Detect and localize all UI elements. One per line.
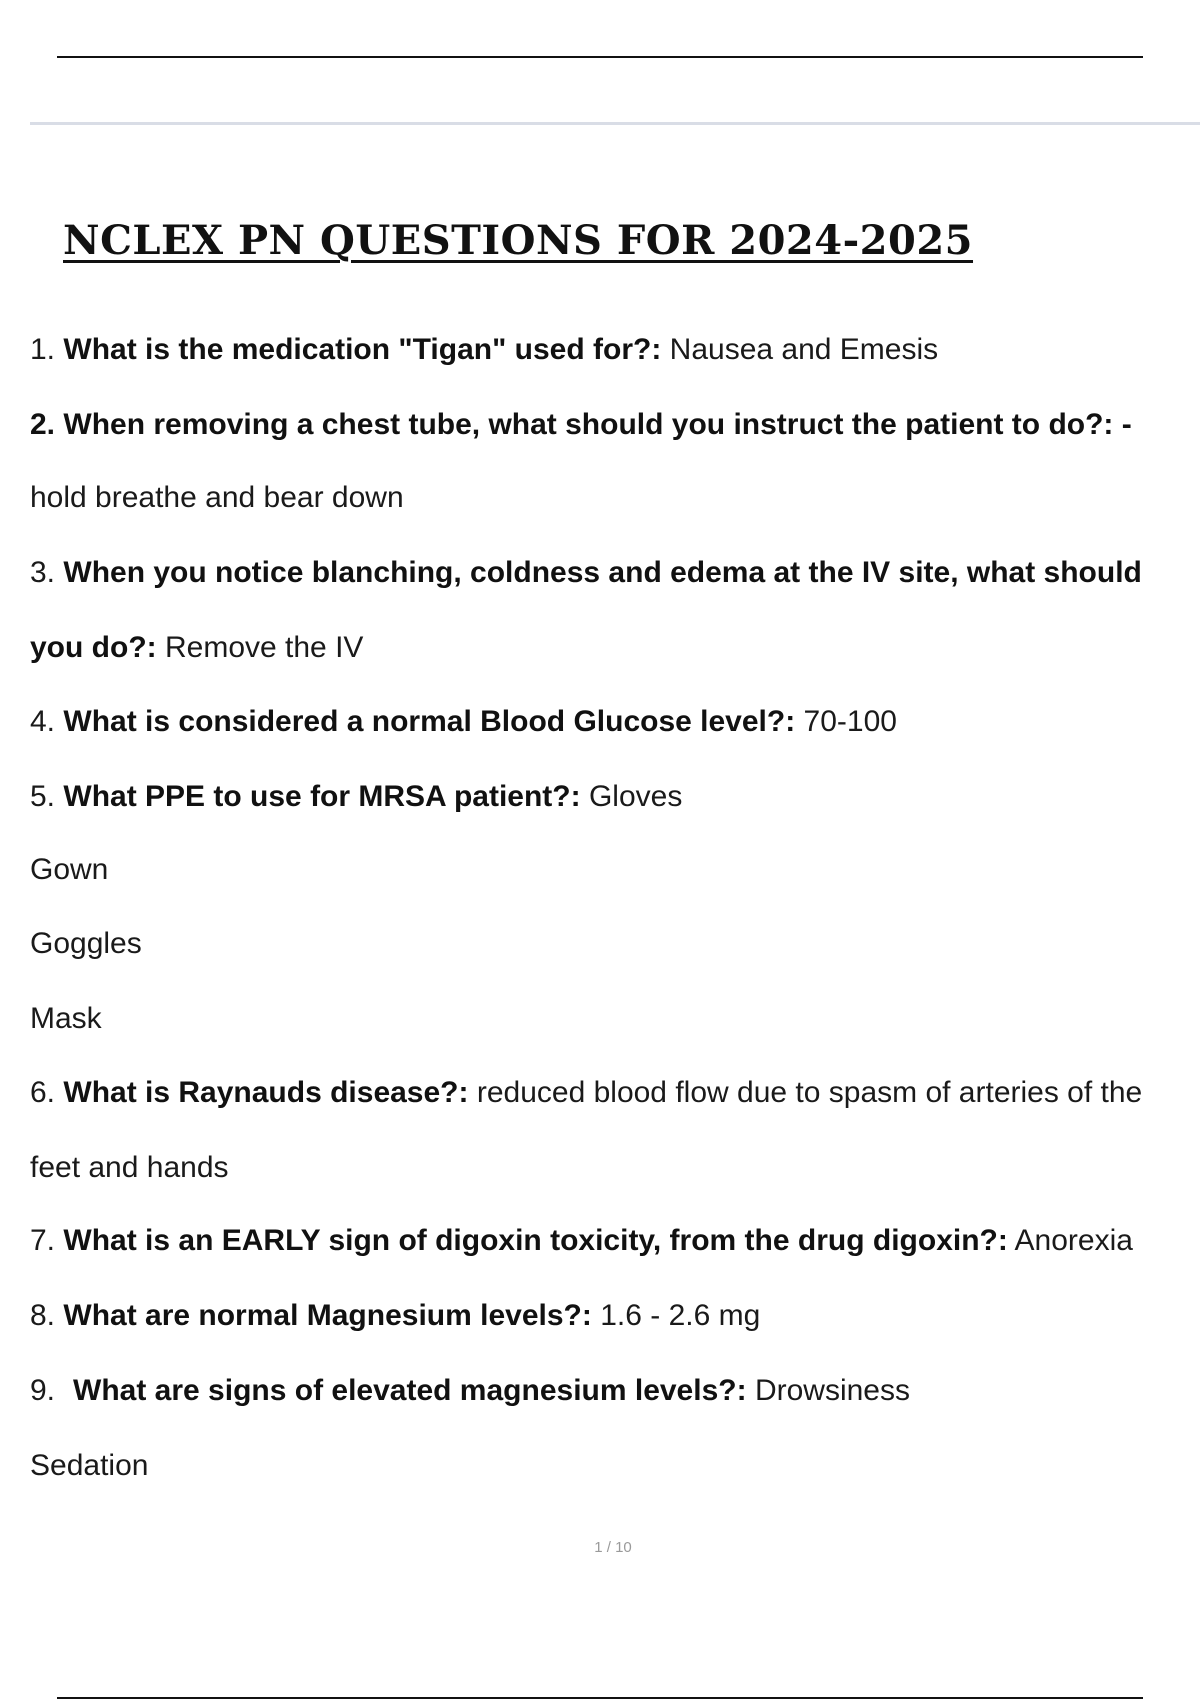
answer-line xyxy=(30,1148,229,1188)
item-number: 9. xyxy=(30,1374,56,1407)
answer-line xyxy=(30,478,404,518)
item-number: 1. xyxy=(30,333,56,366)
item-number: 5. xyxy=(30,780,56,813)
question-item-4 xyxy=(30,702,897,742)
answer-line xyxy=(30,999,102,1039)
question-item-1 xyxy=(30,330,938,370)
answer-text: reduced blood flow due to spasm of arteries of the xyxy=(476,1076,1143,1109)
question-text: When you notice blanching, coldness and edema at the IV site, what should xyxy=(63,556,1142,589)
answer-text: Goggles xyxy=(30,927,142,960)
header-divider xyxy=(30,122,1200,125)
question-item-2 xyxy=(30,405,1132,445)
answer-text: hold breathe and bear down xyxy=(30,481,404,514)
question-item-7 xyxy=(30,1221,1133,1261)
question-item-5 xyxy=(30,777,682,817)
answer-text: 70-100 xyxy=(803,705,897,738)
question-text: you do?: xyxy=(30,631,157,664)
question-text: What is Raynauds disease?: xyxy=(63,1076,469,1109)
answer-text: Gown xyxy=(30,853,109,886)
question-text: When removing a chest tube, what should you instruct the patient to do?: - xyxy=(63,408,1132,441)
answer-text: Anorexia xyxy=(1014,1224,1133,1257)
item-number: 8. xyxy=(30,1299,56,1332)
page-indicator: 1 / 10 xyxy=(594,1539,632,1556)
bottom-rule xyxy=(57,1697,1143,1699)
answer-text: Gloves xyxy=(588,780,683,813)
answer-text: Mask xyxy=(30,1002,102,1035)
question-text: What is considered a normal Blood Glucose level?: xyxy=(63,705,796,738)
question-continuation xyxy=(30,628,363,668)
question-item-6 xyxy=(30,1073,1142,1113)
question-item-9 xyxy=(30,1371,910,1411)
answer-line xyxy=(30,850,108,890)
item-number: 2. xyxy=(30,408,56,441)
question-item-8 xyxy=(30,1296,760,1336)
document-title: NCLEX PN QUESTIONS FOR 2024-2025 xyxy=(63,217,974,264)
question-text: What is the medication "Tigan" used for?: xyxy=(63,333,662,366)
item-number: 7. xyxy=(30,1224,56,1257)
question-text: What PPE to use for MRSA patient?: xyxy=(63,780,581,813)
answer-line xyxy=(30,1446,148,1486)
answer-text: feet and hands xyxy=(30,1151,229,1184)
answer-text: Nausea and Emesis xyxy=(669,333,939,366)
answer-line xyxy=(30,924,142,964)
item-number: 3. xyxy=(30,556,56,589)
item-number: 6. xyxy=(30,1076,56,1109)
answer-text: Sedation xyxy=(30,1449,149,1482)
top-rule xyxy=(57,56,1143,58)
answer-text: 1.6 - 2.6 mg xyxy=(600,1299,761,1332)
question-text: What is an EARLY sign of digoxin toxicity, from the drug digoxin?: xyxy=(63,1224,1008,1257)
question-item-3 xyxy=(30,553,1142,593)
question-text: What are normal Magnesium levels?: xyxy=(63,1299,592,1332)
answer-text: Drowsiness xyxy=(754,1374,910,1407)
answer-text: Remove the IV xyxy=(164,631,364,664)
question-text: What are signs of elevated magnesium levels?: xyxy=(73,1374,747,1407)
item-number: 4. xyxy=(30,705,56,738)
